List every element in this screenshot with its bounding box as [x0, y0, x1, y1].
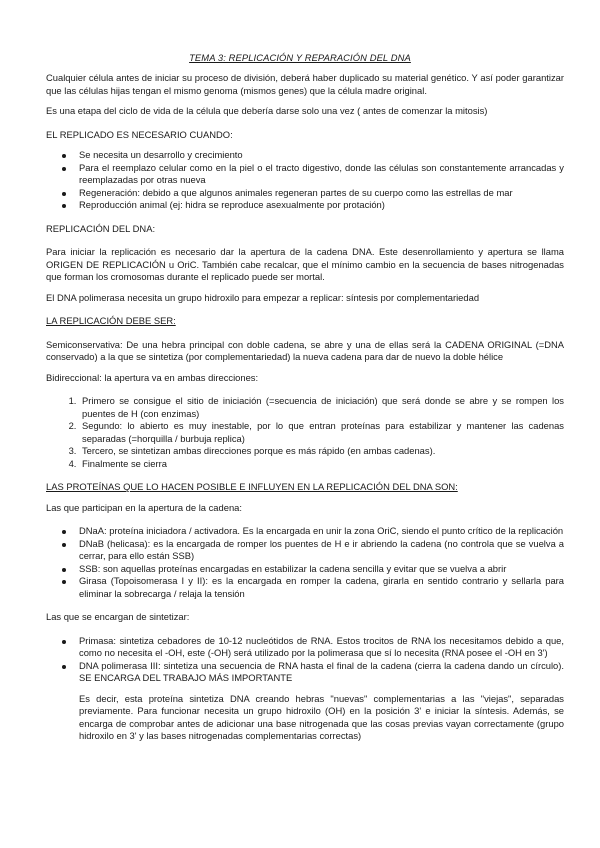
apertura-label: Las que participan en la apertura de la cadena: — [46, 501, 242, 513]
list-item: DNA polimerasa III: sintetiza una secuencia de RNA hasta el final de la cadena (cierra la cadena dando un círculo). SE ENCARGA DEL TRABAJO MÁS IMPORTANTE — [79, 659, 564, 683]
replicacion-paragraph-2: El DNA polimerasa necesita un grupo hidroxilo para empezar a replicar: síntesis por complementariedad — [46, 291, 480, 303]
list-item: DNaA: proteína iniciadora / activadora. Es la encargada en unir la zona OriC, siendo el punto crítico de la replicación — [79, 525, 564, 536]
list-item: SSB: son aquellas proteínas encargadas en estabilizar la cadena sencilla y evitar que se vuelva a abrir — [79, 563, 564, 576]
list-item: DNaB (helicasa): es la encargada de romper los puentes de H e ir abriendo la cadena (no controla que se vuelva a cerrar, para ello están SSB) — [79, 537, 564, 561]
replicado-list — [46, 149, 564, 212]
bidireccional-paragraph: Bidireccional: la apertura va en ambas direcciones: — [46, 371, 259, 383]
list-item: Regeneración: debido a que algunos animales regeneran partes de su cuerpo como las estrellas de mar — [79, 187, 564, 200]
step-item: 2. Segundo: lo abierto es muy inestable, por lo que entran proteínas para estabilizar y mantener las cadenas separadas (=horquilla / burbuja replica) — [79, 420, 564, 445]
step-item: 4. Finalmente se cierra — [79, 458, 564, 471]
list-item: Girasa (Topoisomerasa I y II): es la encargada en romper la cadena, girarla en sentido contrario y sellarla para eliminar la sobrecarga / relaja la tensión — [79, 575, 564, 599]
section-heading-replicacion: REPLICACIÓN DEL DNA: — [46, 222, 156, 234]
closing-paragraph: Es decir, esta proteína sintetiza DNA creando hebras "nuevas" complementarias a las "viejas", separadas previamente. Para funcionar necesita un grupo hidroxilo (OH) en la posición 3' e iniciar la síntesis. Además, se encarga de comprobar antes de adicionar una base nitrogenada que las cosas previas vayan correctamente (grupo hidroxilo en 3' y las bases nitrogenadas complementarias correctas) — [79, 692, 564, 741]
page-title: TEMA 3: REPLICACIÓN Y REPARACIÓN DEL DNA — [189, 52, 411, 63]
replicacion-paragraph-1: Para iniciar la replicación es necesario dar la apertura de la cadena DNA. Este desenrollamiento y apertura se llama ORIGEN DE REPLICACIÓN u OriC. También cabe recalcar, que el mínimo cambio en la secuencia de bases nitrogenadas que forman los cromosomas durante el replicado puede ser mortal. — [46, 246, 564, 282]
section-heading-debe-ser: LA REPLICACIÓN DEBE SER: — [46, 315, 176, 326]
bidireccional-steps — [46, 395, 564, 470]
sintetizar-list — [46, 635, 564, 685]
list-item: Primasa: sintetiza cebadores de 10-12 nucleótidos de RNA. Estos trocitos de RNA los necesitamos debido a que, como no necesita el -OH, este (-OH) será utilizado por la polimerasa que sí lo necesita (RNA posee el -OH en 3') — [79, 634, 564, 658]
sintetizar-label: Las que se encargan de sintetizar: — [46, 611, 190, 622]
list-item: Para el reemplazo celular como en la piel o el tracto digestivo, donde las células son constantemente arrancadas y reemplazadas por otras nueva — [79, 161, 564, 185]
apertura-list — [46, 525, 564, 600]
step-item: 3. Tercero, se sintetizan ambas direcciones porque es más rápido (en ambas cadenas). — [79, 445, 564, 458]
document-body — [46, 72, 564, 743]
list-item: Se necesita un desarrollo y crecimiento — [79, 149, 564, 162]
intro-paragraph-2: Es una etapa del ciclo de vida de la célula que debería darse solo una vez ( antes de comenzar la mitosis) — [46, 105, 488, 116]
step-item: 1. Primero se consigue el sitio de iniciación (=secuencia de iniciación) que será donde se abre y se rompen los puentes de H (con enzimas) — [79, 395, 564, 420]
section-heading-proteinas: LAS PROTEÍNAS QUE LO HACEN POSIBLE E INFLUYEN EN LA REPLICACIÓN DEL DNA SON: — [46, 481, 458, 492]
semiconservativa-paragraph: Semiconservativa: De una hebra principal con doble cadena, se abre y una de ellas será la CADENA ORIGINAL (=DNA conservado) a la que se sintetiza (por complementariedad) la nueva cadena para dar de nuevo la doble hélice — [46, 338, 564, 362]
list-item: Reproducción animal (ej: hidra se reproduce asexualmente por protación) — [79, 199, 564, 212]
section-heading-replicado: EL REPLICADO ES NECESARIO CUANDO: — [46, 128, 233, 140]
intro-paragraph-1: Cualquier célula antes de iniciar su proceso de división, deberá haber duplicado su material genético. Y así poder garantizar que las células hijas tengan el mismo genoma (mismos genes) que la célula madre original. — [46, 72, 564, 96]
